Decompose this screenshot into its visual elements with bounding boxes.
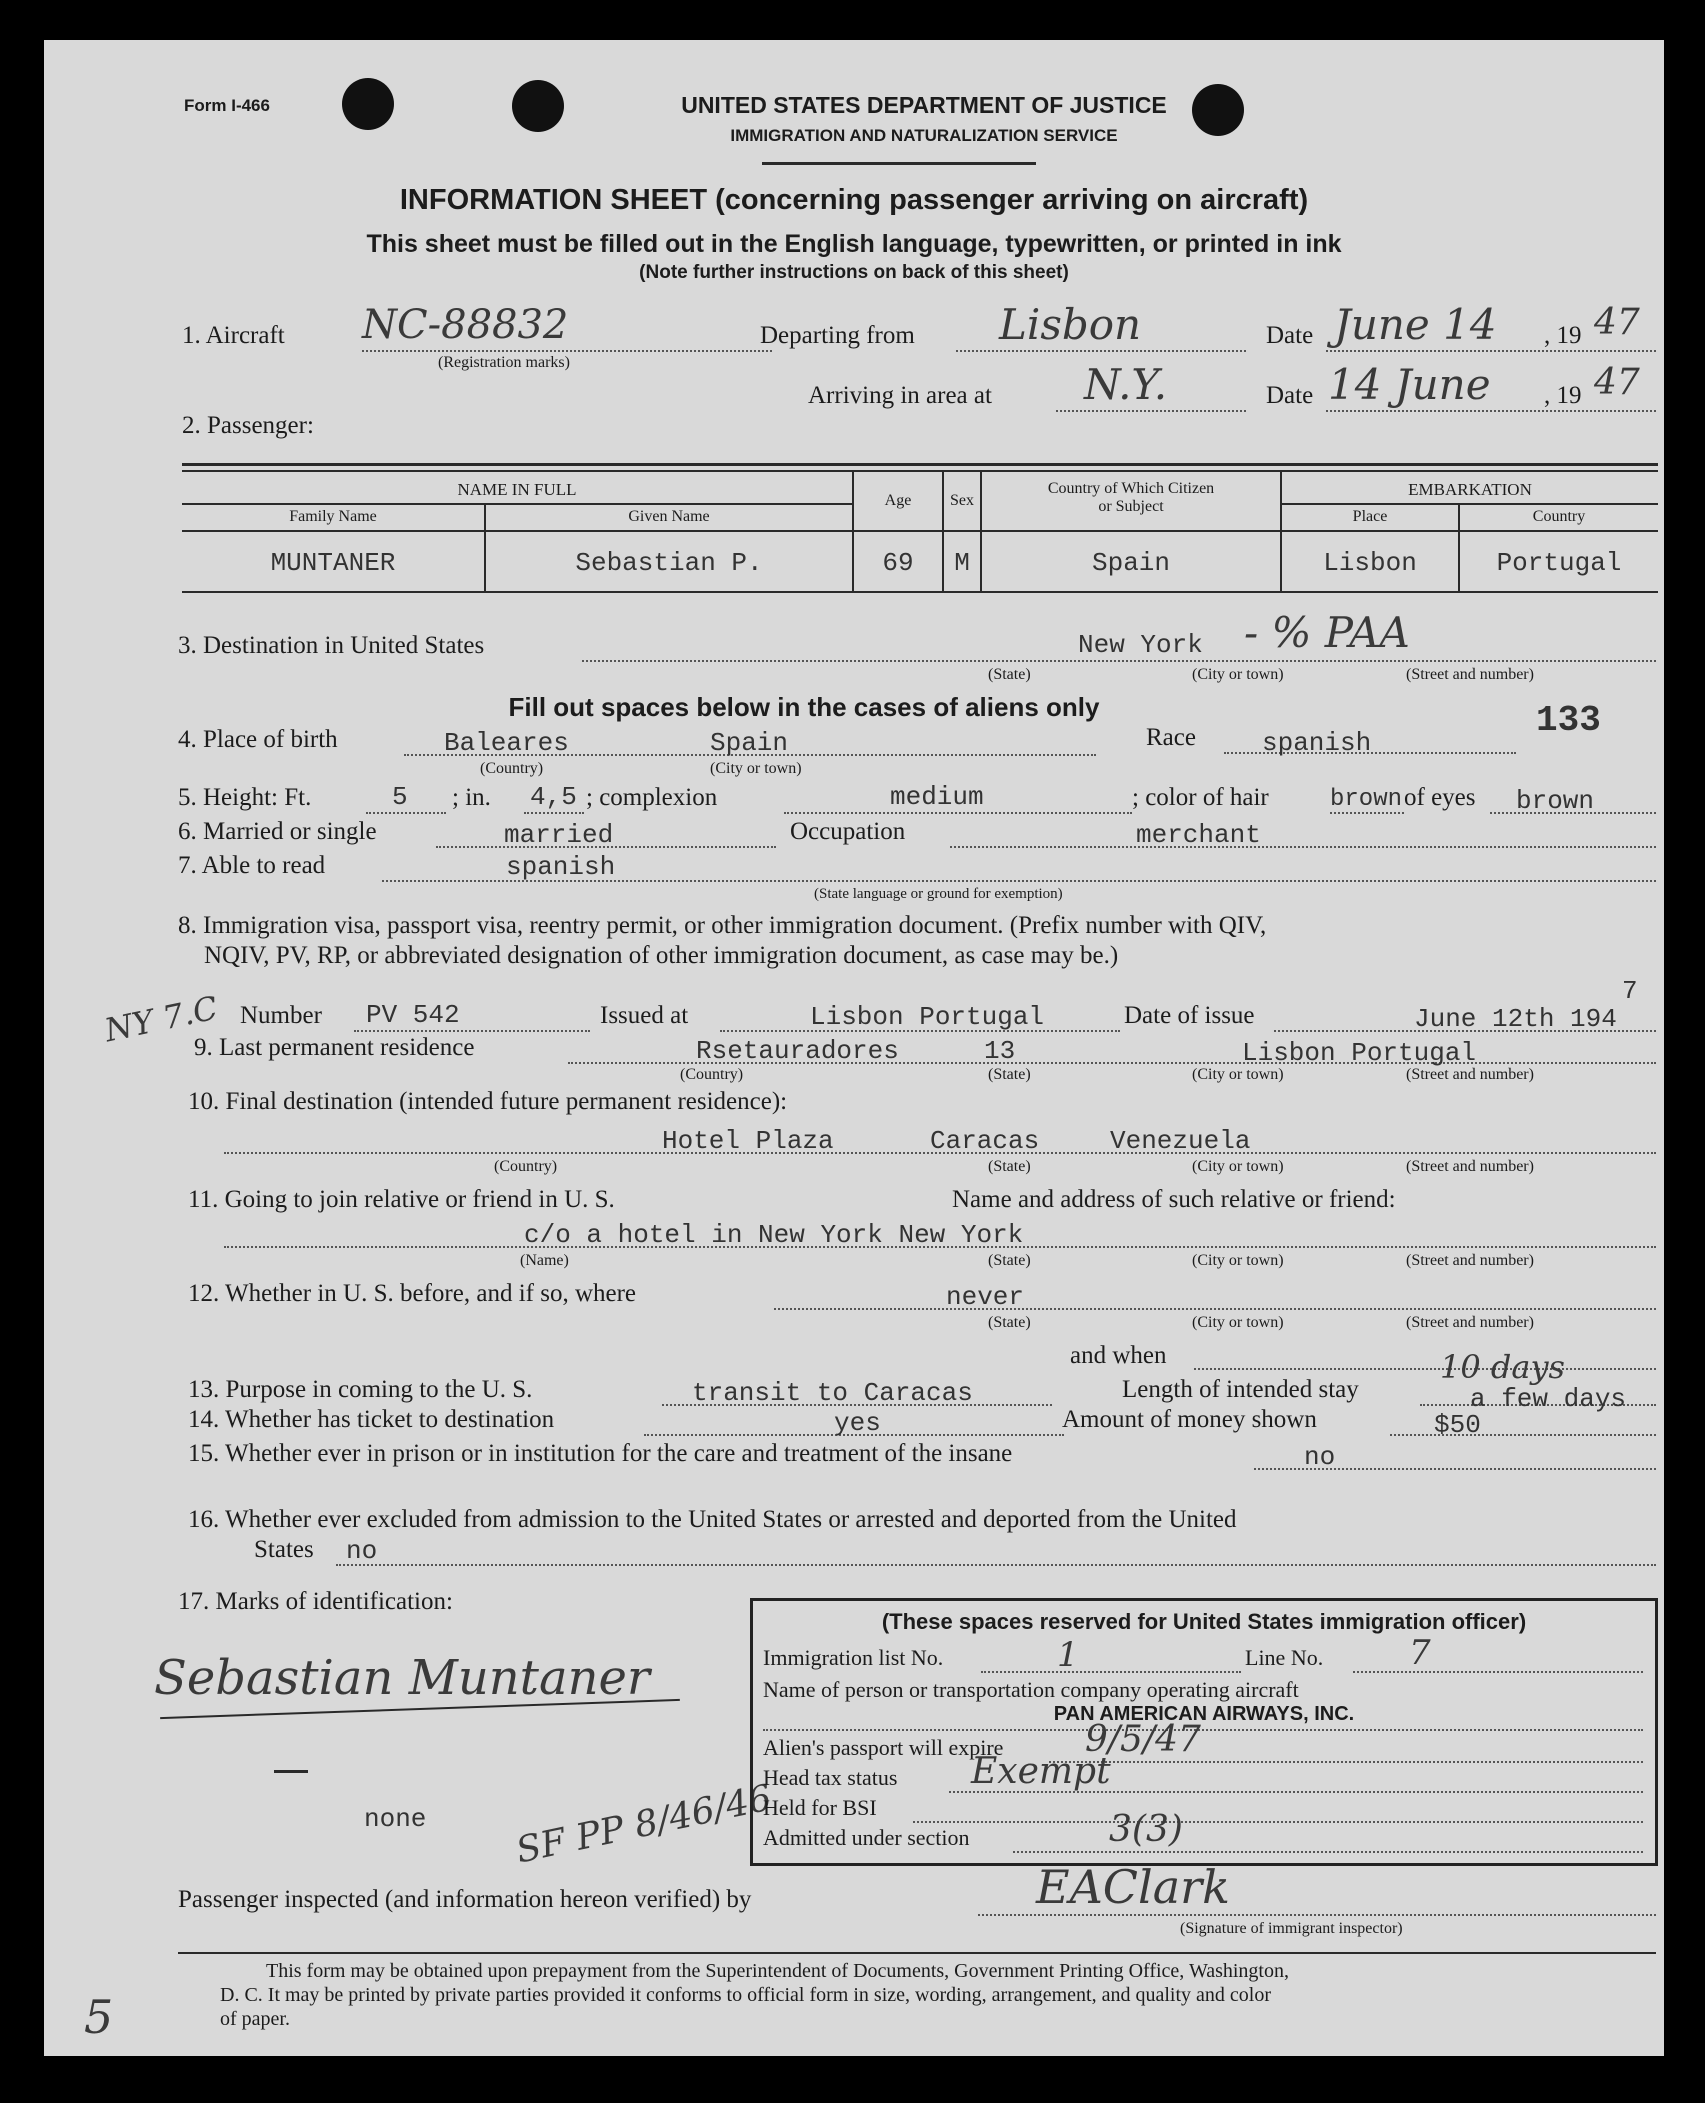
sex-value: M [954, 548, 970, 578]
departing-label: Departing from [760, 322, 915, 349]
birthplace-label: 4. Place of birth [178, 726, 338, 753]
age-header: Age [884, 492, 912, 509]
operator-value: PAN AMERICAN AIRWAYS, INC. [1053, 1703, 1355, 1725]
read-value: spanish [506, 852, 616, 882]
operator-line [763, 1729, 1643, 1731]
join-relative-label: 11. Going to join relative or friend in U. S. [188, 1186, 615, 1213]
year-prefix: , 19 [1544, 322, 1582, 349]
hair-label: ; color of hair [1132, 784, 1269, 811]
sex-header: Sex [950, 492, 974, 509]
officer-box-title: (These spaces reserved for United States immigration officer) [881, 1609, 1527, 1634]
residence-street-sub: (Street and number) [1406, 1066, 1534, 1083]
punch-hole [342, 78, 394, 130]
occupation-label: Occupation [790, 818, 906, 845]
destination-line [582, 660, 1656, 662]
complexion-value: medium [890, 782, 984, 812]
line-no-label: Line No. [1245, 1645, 1324, 1670]
residence-value-3: Lisbon Portugal [1242, 1038, 1477, 1068]
destination-state-sub: (State) [988, 666, 1031, 683]
form-number: Form I-466 [184, 96, 270, 115]
residence-state-sub: (State) [988, 1066, 1031, 1083]
footer-divider [178, 1952, 1656, 1954]
ticket-label: 14. Whether has ticket to destination [188, 1406, 555, 1433]
height-in-line [524, 812, 584, 814]
destination-typed-value: New York [1078, 630, 1203, 660]
purpose-value: transit to Caracas [692, 1378, 973, 1408]
read-label: 7. Able to read [178, 852, 326, 879]
section-line [1013, 1851, 1643, 1853]
final-state-sub: (State) [988, 1158, 1031, 1175]
passenger-label: 2. Passenger: [182, 412, 314, 439]
relative-city-sub: (City or town) [1192, 1252, 1284, 1269]
line-no-value: 7 [1409, 1633, 1431, 1673]
read-sublabel: (State language or ground for exemption) [814, 886, 1063, 902]
bsi-line [913, 1821, 1643, 1823]
officer-box [750, 1598, 1658, 1866]
name-in-full-header: NAME IN FULL [457, 480, 577, 499]
final-destination-label: 10. Final destination (intended future permanent residence): [188, 1088, 788, 1115]
height-ft-value: 5 [392, 782, 408, 812]
final-destination-value-1: Hotel Plaza [662, 1126, 834, 1156]
money-label: Amount of money shown [1062, 1406, 1317, 1433]
final-destination-value-2: Caracas [930, 1126, 1040, 1156]
section-label: Admitted under section [763, 1825, 970, 1850]
visa-number-line [354, 1030, 590, 1032]
stay-hand-value: 10 days [1440, 1348, 1565, 1386]
excluded-value: no [346, 1536, 378, 1566]
residence-value-2: 13 [984, 1036, 1016, 1066]
identification-value: none [364, 1804, 427, 1834]
given-name-value: Sebastian P. [575, 548, 763, 578]
passport-line [1049, 1761, 1643, 1763]
passport-label: Alien's passport will expire [763, 1735, 1004, 1760]
place-header: Place [1352, 508, 1388, 525]
visa-issued-value: Lisbon Portugal [810, 1002, 1045, 1032]
previous-visit-label: 12. Whether in U. S. before, and if so, where [188, 1280, 637, 1307]
visa-date-label: Date of issue [1124, 1002, 1255, 1029]
list-no-line [981, 1671, 1241, 1673]
birth-city-sub: (City or town) [710, 760, 802, 777]
destination-city-sub: (City or town) [1192, 666, 1284, 683]
previous-state-sub: (State) [988, 1314, 1031, 1331]
visa-label-line1: 8. Immigration visa, passport visa, reentry permit, or other immigration document. (Prefix number with QIV, [178, 912, 1267, 939]
visa-number-label: Number [240, 1002, 322, 1029]
final-country-sub: (Country) [494, 1158, 558, 1175]
birth-city-value: Spain [710, 728, 789, 758]
height-in-value: 4,5 [530, 782, 577, 812]
form-instruction: This sheet must be filled out in the English language, typewritten, or printed in ink [366, 230, 1342, 258]
eyes-value: brown [1516, 786, 1595, 816]
eyes-label: of eyes [1404, 784, 1476, 811]
height-ft-line [366, 812, 446, 814]
year2-prefix: , 19 [1544, 382, 1582, 409]
money-line [1390, 1434, 1656, 1436]
aircraft-label: 1. Aircraft [182, 322, 285, 349]
country-header-1: Country of Which Citizen [1047, 480, 1215, 497]
relative-street-sub: (Street and number) [1406, 1252, 1534, 1269]
year-value: 47 [1594, 302, 1640, 343]
previous-visit-value: never [946, 1282, 1025, 1312]
prison-value: no [1304, 1442, 1336, 1472]
previous-when-label: and when [1070, 1342, 1167, 1369]
line-no-line [1353, 1671, 1643, 1673]
embark-country-value: Portugal [1496, 548, 1622, 578]
visa-date-year-digit: 7 [1622, 976, 1638, 1006]
embarkation-header: EMBARKATION [1408, 480, 1532, 499]
excluded-line [336, 1564, 1656, 1566]
aircraft-line [362, 350, 772, 352]
family-name-header: Family Name [289, 508, 377, 525]
given-name-header: Given Name [628, 508, 710, 525]
destination-label: 3. Destination in United States [178, 632, 485, 659]
arriving-label: Arriving in area at [808, 382, 992, 409]
list-no-label: Immigration list No. [763, 1645, 944, 1670]
date2-label: Date [1266, 382, 1314, 409]
complexion-line [784, 812, 1132, 814]
section-value: 3(3) [1109, 1809, 1183, 1850]
destination-hand-value: - % PAA [1244, 608, 1410, 657]
race-value: spanish [1262, 728, 1372, 758]
race-label: Race [1146, 724, 1196, 751]
form-sheet [44, 40, 1664, 2056]
footer-line2: D. C. It may be printed by private parties provided it conforms to official form in size, wording, arrangement, and quality and color [220, 1984, 1272, 2006]
family-name-value: MUNTANER [270, 548, 396, 578]
operator-label: Name of person or transportation company operating aircraft [763, 1677, 1299, 1702]
occupation-value: merchant [1136, 820, 1261, 850]
marital-label: 6. Married or single [178, 818, 377, 845]
ticket-value: yes [834, 1408, 881, 1438]
visa-date-value: June 12th 194 [1414, 1004, 1617, 1034]
service-name: IMMIGRATION AND NATURALIZATION SERVICE [730, 126, 1118, 145]
hair-value: brown [1330, 786, 1403, 813]
previous-when-line [1194, 1368, 1656, 1370]
passenger-signature: Sebastian Muntaner [154, 1650, 650, 1706]
tax-value: Exempt [971, 1751, 1111, 1792]
form-title: INFORMATION SHEET (concerning passenger arriving on aircraft) [399, 184, 1309, 216]
previous-city-sub: (City or town) [1192, 1314, 1284, 1331]
footer-line3: of paper. [220, 2008, 290, 2030]
stay-typed-value: a few days [1470, 1384, 1627, 1414]
aliens-heading: Fill out spaces below in the cases of aliens only [508, 692, 1100, 722]
visa-label-line2: NQIV, PV, RP, or abbreviated designation of other immigration document, as case may be.) [204, 942, 1119, 969]
birth-country-value: Baleares [444, 728, 569, 758]
departing-line [956, 350, 1246, 352]
form-note: (Note further instructions on back of this sheet) [639, 262, 1069, 283]
year2-value: 47 [1594, 362, 1640, 403]
date-label: Date [1266, 322, 1314, 349]
visa-margin-note: NY 7.C [101, 988, 222, 1050]
prison-label: 15. Whether ever in prison or in institution for the care and treatment of the insane [188, 1440, 1013, 1467]
departing-value: Lisbon [999, 300, 1142, 349]
date-value: June 14 [1334, 300, 1497, 349]
purpose-label: 13. Purpose in coming to the U. S. [188, 1376, 533, 1403]
final-destination-value-3: Venezuela [1110, 1126, 1251, 1156]
age-value: 69 [882, 548, 914, 578]
list-no-value: 1 [1057, 1635, 1079, 1675]
relative-name-sub: (Name) [520, 1252, 569, 1269]
money-value: $50 [1434, 1410, 1481, 1440]
page-mark: 5 [84, 1990, 114, 2044]
date2-value: 14 June [1328, 360, 1491, 409]
residence-value-1: Rsetauradores [696, 1036, 899, 1066]
country2-header: Country [1532, 508, 1586, 525]
tax-label: Head tax status [763, 1765, 898, 1790]
relative-address-label: Name and address of such relative or friend: [952, 1186, 1396, 1213]
height-in-label: ; in. [452, 784, 491, 811]
list-number-stamp: 133 [1536, 700, 1601, 741]
residence-country-sub: (Country) [680, 1066, 744, 1083]
inspection-sublabel: (Signature of immigrant inspector) [1180, 1920, 1403, 1937]
excluded-label-line1: 16. Whether ever excluded from admission to the United States or arrested and deported from the United [188, 1506, 1237, 1533]
date2-line [1326, 410, 1656, 412]
aircraft-value: NC-88832 [362, 302, 569, 348]
final-city-sub: (City or town) [1192, 1158, 1284, 1175]
citizen-value: Spain [1091, 548, 1170, 578]
punch-hole [512, 80, 564, 132]
relative-value: c/o a hotel in New York New York [524, 1220, 1024, 1250]
visa-issued-label: Issued at [600, 1002, 689, 1029]
height-label: 5. Height: Ft. [178, 784, 312, 811]
bsi-label: Held for BSI [763, 1795, 877, 1820]
passport-value: 9/5/47 [1085, 1719, 1201, 1760]
arriving-value: N.Y. [1084, 360, 1168, 409]
occupation-line [950, 846, 1656, 848]
date-line [1326, 350, 1656, 352]
embark-place-value: Lisbon [1323, 548, 1417, 578]
header-divider [762, 162, 1036, 165]
department-name: UNITED STATES DEPARTMENT OF JUSTICE [681, 92, 1167, 118]
inspection-label: Passenger inspected (and information hereon verified) by [178, 1886, 752, 1913]
identification-label: 17. Marks of identification: [178, 1588, 453, 1615]
complexion-label: ; complexion [586, 784, 718, 811]
footer-line1: This form may be obtained upon prepayment from the Superintendent of Documents, Government Printing Office, Washington, [266, 1960, 1289, 1982]
identification-hand-note: SF PP 8/46/46 [512, 1777, 776, 1872]
arriving-line [1056, 410, 1246, 412]
relative-state-sub: (State) [988, 1252, 1031, 1269]
inspector-signature: EAClark [1036, 1860, 1230, 1914]
identification-dash [274, 1770, 308, 1773]
inspection-line [978, 1914, 1656, 1916]
country-header-2: or Subject [1098, 498, 1164, 515]
excluded-label-line2: States [254, 1536, 314, 1563]
residence-city-sub: (City or town) [1192, 1066, 1284, 1083]
aircraft-sublabel: (Registration marks) [438, 354, 570, 371]
final-street-sub: (Street and number) [1406, 1158, 1534, 1175]
stay-label: Length of intended stay [1122, 1376, 1359, 1403]
marital-value: married [504, 820, 614, 850]
previous-street-sub: (Street and number) [1406, 1314, 1534, 1331]
destination-street-sub: (Street and number) [1406, 666, 1534, 683]
residence-label: 9. Last permanent residence [194, 1034, 475, 1061]
visa-number-value: PV 542 [366, 1000, 460, 1030]
previous-visit-line [774, 1308, 1656, 1310]
birth-country-sub: (Country) [480, 760, 544, 777]
